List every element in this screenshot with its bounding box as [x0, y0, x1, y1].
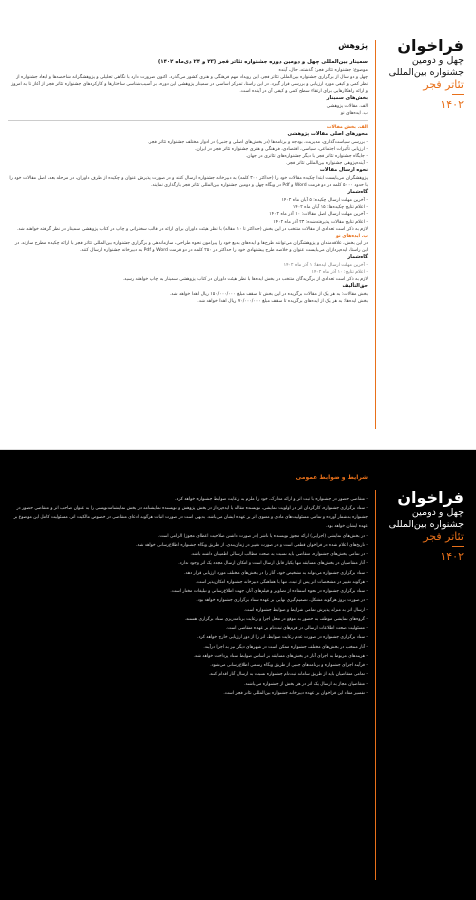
vertical-divider — [375, 40, 376, 429]
note-a: لازم به ذکر است تعدادی از مقالات منتخب در این بخش (حداکثر تا ۱۰ مقاله) با نظر هیئت داوران برای ارائه در قالب سخنرانی و چاپ در کتاب پژوهشی سمینار در نظر گرفته خواهند شد. — [16, 226, 368, 232]
sections-head: بخش‌های سمینار — [326, 95, 368, 102]
rule-item: - ستاد برگزاری جشنواره در نحوه استفاده از تصاویر و فیلم‌های آثار، جهت اطلاع‌رسانی و تبلیغات مختار است. — [170, 589, 368, 595]
rule-item: - تفسیر مفاد این فراخوان بر عهده دبیرخانه جشنواره بین‌المللی تئاتر فجر است. — [223, 690, 368, 696]
rule-item: - هزینه‌های مربوط به اجرای آثار در بخش‌های مسابقه بر اساس ضوابط ستاد پرداخت خواهد شد. — [193, 653, 368, 659]
brand-block — [384, 0, 476, 111]
note-b: لازم به ذکر است تعدادی از برگزیدگان منتخب در بخش ایده‌ها با نظر هیئت داوران در کتاب پژوهشی سمینار به چاپ خواهند رسید. — [122, 277, 368, 283]
send-text: پژوهشگران می‌بایست ابتدا چکیده مقالات خود را (حداکثر ۳۰۰ کلمه) به دبیرخانه جشنواره ارسال کنند و در صورت پذیرش عنوان و چکیده از طرف داوران، در مرحله بعد، اصل مقالات خود را با حدود ۵۰۰۰ کلمه در دو فرمت Word و Pdf در وبگاه چهل و دومین جشنواره بین‌المللی تئاتر فجر بارگذاری نمایند. — [9, 176, 368, 189]
schedule-item: - اعلام نتایج مقالات پذیرفته‌شده: ۲۳ آذر ماه ۱۴۰۲ — [273, 219, 368, 225]
send-head: نحوه ارسال مقالات — [319, 167, 368, 174]
schedule-item: - اعلام نتایج چکیده‌ها: ۱۵ آبان ماه ۱۴۰۲ — [292, 205, 368, 211]
axis-item: - جایگاه جشنواره تئاتر فجر با دیگر جشنواره‌های تئاتری در جهان. — [245, 154, 368, 160]
axis-item: - بررسی سیاست‌گذاری، مدیریت، بودجه و برنامه‌ها (در بخش‌های اصلی و جنبی) در ادوار مختلف جشنواره تئاتر فجر. — [147, 140, 368, 146]
rule-item: - تمامی متقاضیان باید از طریق سامانه ثبت‌نام جشنواره نسبت به ارسال آثار اقدام کنند. — [208, 672, 368, 678]
brand-year: ۱۴۰۲ — [440, 550, 464, 564]
axis-item: - ارزیابی تأثیرات اجتماعی، سیاسی، اقتصادی، فرهنگی و هنری جشنواره تئاتر فجر در ایران. — [194, 147, 368, 153]
rule-item: - تاریخ‌های اعلام شده در فراخوان قطعی است و در صورت تغییر در زمان‌بندی، از طریق وبگاه جشنواره اطلاع‌رسانی خواهد شد. — [136, 542, 368, 548]
rule-item: - در صورت بروز هرگونه مشکل، تصمیم‌گیری نهایی بر عهده ستاد برگزاری جشنواره خواهد بود. — [196, 598, 368, 604]
schedule-item: - اعلام نتایج: ۱۰ آذر ماه ۱۴۰۲ — [311, 269, 368, 275]
schedule-item: - آخرین مهلت ارسال ایده‌ها: ۱ آذر ماه ۱۴۰۲ — [283, 262, 368, 268]
brand-line2: جشنواره بین‌المللی — [388, 518, 464, 530]
rule-item: - ستاد برگزاری جشنواره در صورت عدم رعایت ضوابط، اثر را از دور ارزیابی خارج خواهد کرد. — [197, 635, 368, 641]
section-a: الف. مقالات پژوهشی — [326, 103, 368, 109]
schedule-item: - آخرین مهلت ارسال اصل مقالات: ۱۰ آذر ماه ۱۴۰۲ — [269, 212, 368, 218]
rule-item: - متقاضیان مجاز به ارسال یک اثر در هر بخش از جشنواره می‌باشند. — [244, 681, 368, 687]
brand-line3: تئاتر فجر — [423, 529, 464, 543]
rule-item: - آثار متقاضیان در بخش‌های مسابقه تنها یکبار قابل ارسال است و امکان ارسال مجدد یک اثر وجود ندارد. — [178, 561, 368, 567]
rules-page — [0, 450, 476, 900]
research-content — [8, 40, 368, 305]
brand-divider — [452, 546, 464, 547]
rule-item: - در تمامی بخش‌های جشنواره، متقاضی باید نسبت به صحت مطالب ارسالی اطمینان داشته باشد. — [190, 552, 368, 558]
axis-item: - آینده‌پژوهی جشنواره بین‌المللی تئاتر فجر. — [286, 161, 368, 167]
brand-line1: چهل و دومین — [411, 507, 464, 519]
rule-item: - متقاضی حضور در جشنواره با ثبت اثر و ارائه مدارک، خود را ملزم به رعایت ضوابط جشنواره خواهد کرد. — [174, 496, 368, 502]
vertical-divider — [375, 490, 376, 880]
rule-item: - هرگونه تغییر در مشخصات اثر پس از ثبت، تنها با هماهنگی دبیرخانه جشنواره امکان‌پذیر است. — [195, 579, 368, 585]
part-b-text: در این بخش، علاقه‌مندان و پژوهشگران می‌توانند طرح‌ها و ایده‌های بدیع خود را پیرامون نحوه طراحی، سازماندهی و برگزاری جشنواره بین‌المللی تئاتر فجر با ارائه چکیده مطرح سازند. در این راستا، ایده‌پردازان می‌بایست عنوان و خلاصه طرح پیشنهادی خود را حداکثر در ۲۵۰ کلمه در دو فرمت Word و Pdf به دبیرخانه جشنواره ارسال کنند. — [14, 240, 368, 253]
fee-item: بخش ایده‌ها: به هر یک از ایده‌های برگزیده تا سقف مبلغ ۷۰/۰۰۰/۰۰۰ ریال اهدا خواهد شد. — [197, 299, 368, 304]
rule-item: - ارسال اثر به منزله پذیرش تمامی شرایط و ضوابط جشنواره است. — [243, 607, 368, 613]
research-title: پژوهش — [338, 41, 368, 50]
schedule-head: گاه‌شمار — [347, 189, 368, 196]
brand-line1: چهل و دومین — [411, 55, 464, 67]
rule-item: - گروه‌های نمایشی موظف به حضور به موقع در محل اجرا و رعایت برنامه‌ریزی ستاد برگزاری هستند. — [184, 616, 368, 622]
rule-item: - فرآیند اجرای جشنواره و برنامه‌های جنبی از طریق وبگاه رسمی اطلاع‌رسانی می‌شود. — [210, 663, 368, 669]
rule-item: - آثار منتخب در بخش‌های مختلف جشنواره ممکن است در شهرهای دیگر نیز به اجرا درآیند. — [203, 644, 368, 650]
schedule-item: - آخرین مهلت ارسال چکیده: ۵ آبان ماه ۱۴۰۲ — [281, 198, 368, 204]
part-a-title: الف. بخش مقالات — [326, 125, 368, 131]
brand-year: ۱۴۰۲ — [440, 98, 464, 112]
divider — [8, 120, 368, 121]
axes-head: محورهای اصلی مقالات پژوهشی — [287, 131, 368, 138]
brand-divider — [452, 94, 464, 95]
research-topic: موضوع: جشنواره تئاتر فجر: گذشته، حال، آینده — [278, 67, 368, 73]
fee-item: بخش مقالات: به هر یک از مقالات برگزیده در این بخش تا سقف مبلغ ۱۵۰/۰۰۰/۰۰۰ ریال اهدا خواهد شد. — [169, 291, 368, 297]
rules-title: شرایط و ضوابط عمومی — [295, 474, 368, 481]
brand-block — [384, 450, 476, 563]
brand-title: فراخوان — [397, 36, 464, 55]
rule-item: - مسئولیت صحت اطلاعات ارسالی در فرم‌های ثبت‌نام بر عهده متقاضی است. — [225, 626, 368, 632]
section-b: ب. ایده‌های نو — [340, 111, 368, 117]
part-b-title: ب. ایده‌های نو — [336, 233, 368, 239]
rules-content — [8, 472, 368, 698]
brand-line2: جشنواره بین‌المللی — [388, 66, 464, 78]
research-intro: چهل و دو سال از برگزاری جشنواره بین‌المللی تئاتر فجر، این رویداد مهم فرهنگی و هنری کشور می‌گذرد. اکنون ضرورت دارد با نگاهی تحلیلی و پژوهشگرانه شاخصه‌ها و ابعاد جشنواره از نظر کمی و کیفی مورد ارزیابی و بررسی قرار گیرد. در این راستا، تمرکز اساسی در سمینار پژوهشی این دوره، بر آسیب‌شناسی ساختارها و کارکردهای جشنواره تئاتر فجر از آغاز تا به امروز و ارائه راهکارهایی برای ارتقاء سطح کمی و کیفی آن در آینده است. — [11, 74, 368, 95]
brand-title: فراخوان — [397, 488, 464, 507]
rule-item: - ستاد برگزاری جشنواره می‌تواند به تشخیص خود، آثار را در بخش‌های مختلف مورد ارزیابی قرار دهد. — [184, 570, 368, 576]
schedule-b-head: گاه‌شمار — [347, 254, 368, 261]
rule-item: - ستاد برگزاری جشنواره، کارگردان اثر در اولویت نمایشی، نویسنده مقاله یا ایده‌پرداز در بخش پژوهش و نویسنده نمایشنامه در بخش نمایشنامه‌نویسی را به عنوان صاحب اثر و متقاضی حضور در جشنواره به‌شمار آورده و تمامی مسئولیت‌های مادی و معنوی اثر بر عهده ایشان می‌باشد. بدیهی است در صورت اثبات هرگونه ادعای متقاضی در خصوص مالکیت اثر، مسئولیت کامل این موضوع بر عهده ایشان خواهد بود. — [13, 505, 368, 530]
fees-head: حق‌التألیف — [342, 283, 368, 290]
rule-item: - در بخش‌های نمایشی (اجرایی) ارائه مجوز نویسنده یا ناشر (در صورت داشتن صلاحیت اعطای مجوز) الزامی است. — [158, 533, 368, 539]
research-headline: سمینار بین‌المللی چهل و دومین دوره جشنواره تئاتر فجر (۲۳ و ۲۴ دی‌ماه ۱۴۰۲) — [157, 59, 368, 66]
brand-line3: تئاتر فجر — [423, 77, 464, 91]
